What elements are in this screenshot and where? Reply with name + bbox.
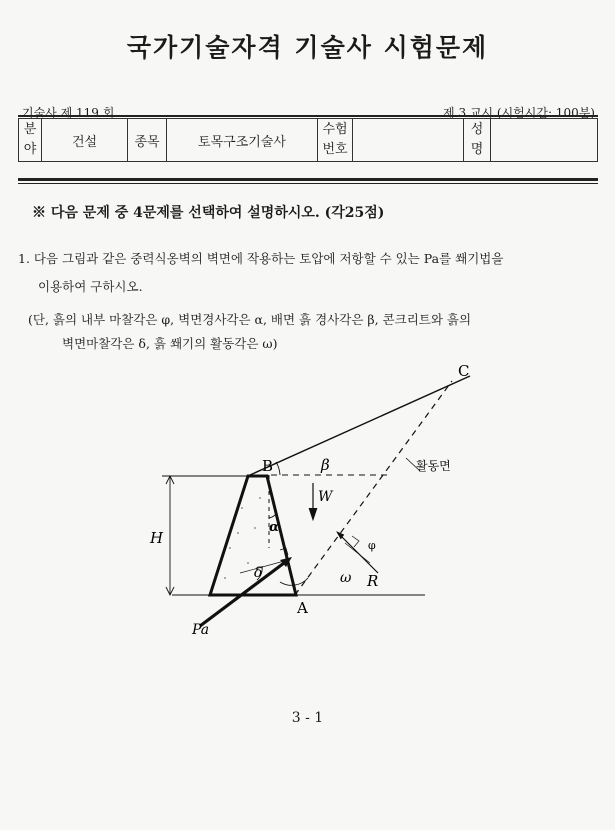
section-rule [18,178,598,181]
name-label [464,119,491,162]
delta-label: δ [254,565,263,581]
slip-plane-line [295,381,452,595]
weight-arrowhead [309,508,317,520]
field-label-line1: 분 [23,122,37,137]
name-value [491,119,598,162]
field-label [19,119,42,162]
exam-no-label [318,119,353,162]
field-value: 건설 [42,119,128,162]
slip-normal-line [345,543,370,563]
phi-label: φ [368,539,376,552]
exam-no-label-line1: 수험 [322,122,348,137]
point-c-label: C [458,362,470,380]
pa-label: Pa [192,622,210,638]
instruction-text: ※ 다음 문제 중 4문제를 선택하여 설명하시오. (각25점) [32,205,385,221]
page-title: 국가기술자격 기술사 시험문제 [126,33,489,62]
name-label-line1: 성 [470,122,484,137]
alpha-arc [269,515,275,518]
question-line-2: 이용하여 구하시오. [38,279,143,294]
section-rule-thin [18,183,598,184]
info-table [18,118,598,162]
type-value: 토목구조기술사 [167,119,318,162]
reaction-label: R [367,572,379,590]
top-rule [18,115,598,117]
alpha-label: α [269,520,280,535]
question-line-3: (단, 흙의 내부 마찰각은 φ, 벽면경사각은 α, 배면 흙 경사각은 β, 콘크리트와 흙의 [28,312,472,327]
session-time: 제 3 교시 (시험시간: 100분) [443,106,595,120]
phi-right-angle [352,536,359,547]
exam-no-value [353,119,464,162]
pa-arrow-line [200,560,288,626]
omega-label: ω [340,570,352,586]
slip-plane-label: 활동면 [416,459,451,473]
beta-label: β [321,456,330,474]
height-label: H [150,529,164,547]
retaining-wall-body [210,476,296,595]
page-number: 3 - 1 [291,710,324,726]
point-a-label: A [297,599,308,617]
exam-no-label-line2: 번호 [322,142,348,157]
field-label-line2: 야 [23,142,37,157]
exam-round: 기술사 제 119 회 [22,106,115,120]
question-line-1: 1. 다음 그림과 같은 중력식옹벽의 벽면에 작용하는 토압에 저항할 수 있는 Pa를 쐐기법을 [18,251,504,266]
type-label: 종목 [128,119,167,162]
name-label-line2: 명 [470,142,484,157]
beta-arc [276,462,280,475]
weight-label: W [318,489,333,505]
question-line-4: 벽면마찰각은 δ, 흙 쐐기의 활동각은 ω) [62,336,278,351]
point-b-label: B [262,457,274,475]
retaining-wall-diagram [130,358,490,648]
